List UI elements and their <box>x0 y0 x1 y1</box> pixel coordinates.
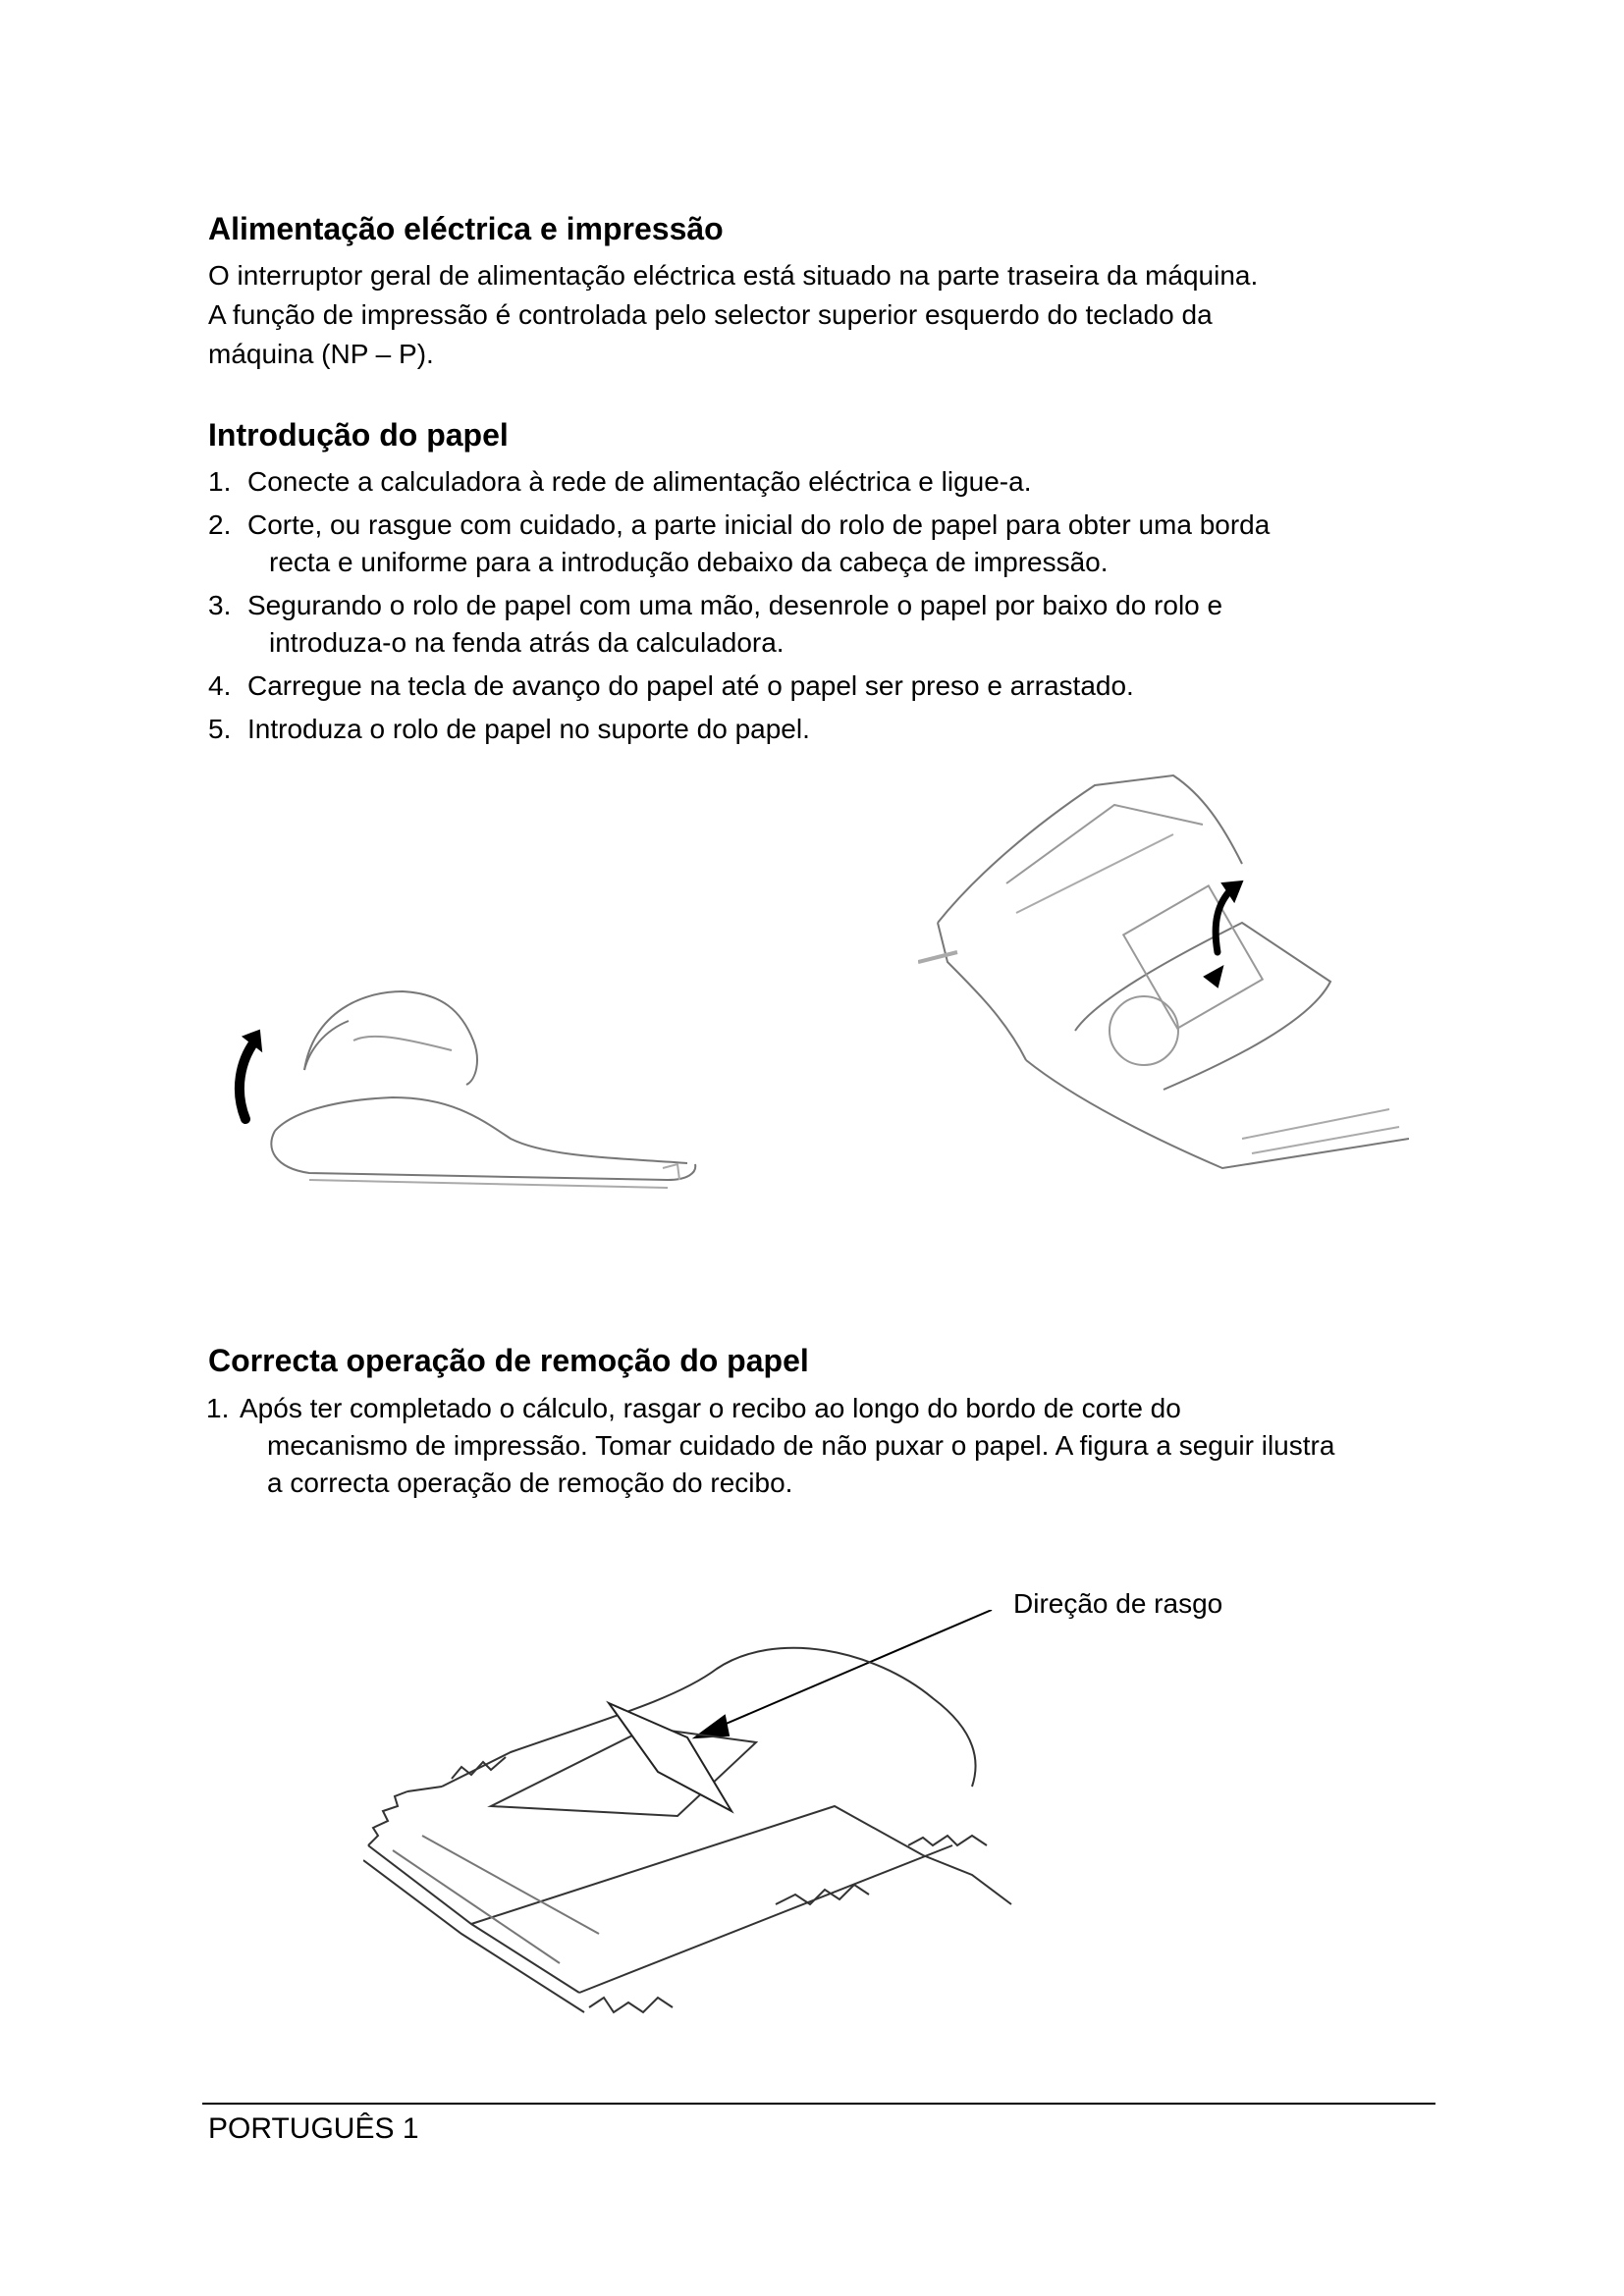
step-number: 1. <box>206 1393 230 1423</box>
step-item <box>208 587 1270 662</box>
step-item <box>206 1390 1334 1502</box>
step-text: Corte, ou rasgue com cuidado, a parte inicial do rolo de papel para obter uma borda <box>247 509 1271 540</box>
step-text: Após ter completado o cálculo, rasgar o recibo ao longo do bordo de corte do <box>240 1393 1181 1423</box>
step-number: 4. <box>208 670 232 701</box>
tear-direction-label: Direção de rasgo <box>1013 1588 1223 1619</box>
step-text: Segurando o rolo de papel com uma mão, desenrole o papel por baixo do rolo e <box>247 590 1223 620</box>
paper-loading-steps <box>208 463 1270 754</box>
step-text-continued: introduza-o na fenda atrás da calculadora. <box>269 627 785 658</box>
step-text-continued: recta e uniforme para a introdução debaixo da cabeça de impressão. <box>269 547 1109 577</box>
power-printing-paragraph <box>208 256 1258 374</box>
step-number: 3. <box>208 590 232 620</box>
step-number: 5. <box>208 714 232 744</box>
section-heading-power-printing: Alimentação eléctrica e impressão <box>208 211 724 246</box>
paper-removal-steps <box>206 1390 1334 1508</box>
paragraph-line: O interruptor geral de alimentação eléctrica está situado na parte traseira da máquina. <box>208 260 1259 291</box>
paper-holder-illustration <box>216 972 727 1207</box>
page-footer: PORTUGUÊS 1 <box>208 2112 419 2145</box>
footer-divider <box>202 2103 1435 2105</box>
paragraph-line: máquina (NP – P). <box>208 339 434 369</box>
step-text: Conecte a calculadora à rede de alimentação eléctrica e ligue-a. <box>247 466 1032 497</box>
step-item <box>208 507 1270 581</box>
step-item <box>208 667 1270 705</box>
step-item <box>208 711 1270 748</box>
tear-direction-illustration <box>363 1610 1031 2032</box>
step-number: 1. <box>208 466 232 497</box>
section-heading-paper-loading: Introdução do papel <box>208 417 509 453</box>
step-text: Carregue na tecla de avanço do papel até o papel ser preso e arrastado. <box>247 670 1134 701</box>
section-heading-paper-removal: Correcta operação de remoção do papel <box>208 1343 809 1378</box>
step-text: Introduza o rolo de papel no suporte do papel. <box>247 714 810 744</box>
step-text-continued: a correcta operação de remoção do recibo. <box>267 1468 793 1498</box>
calculator-paper-illustration <box>918 766 1409 1178</box>
paragraph-line: A função de impressão é controlada pelo selector superior esquerdo do teclado da <box>208 299 1213 330</box>
step-item <box>208 463 1270 501</box>
step-number: 2. <box>208 509 232 540</box>
step-text-continued: mecanismo de impressão. Tomar cuidado de não puxar o papel. A figura a seguir ilustra <box>267 1430 1335 1461</box>
